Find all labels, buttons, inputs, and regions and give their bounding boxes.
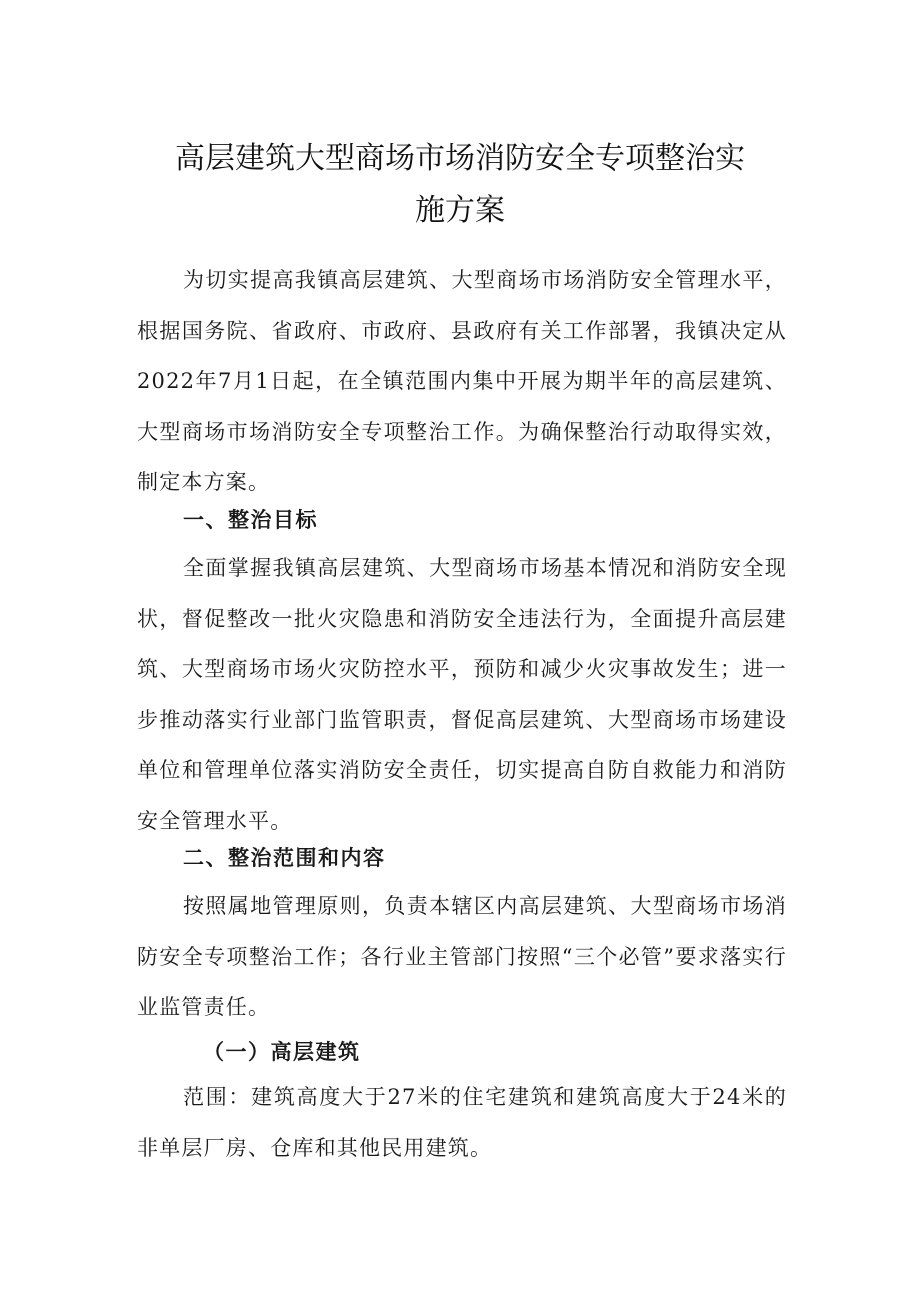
subsection1-heading: （一）高层建筑	[203, 1039, 361, 1064]
section2-paragraph: 按照属地管理原则，负责本辖区内高层建筑、大型商场市场消防安全专项整治工作；各行业主管部门按照“三个必管”要求落实行业监管责任。	[137, 894, 787, 1019]
section1-paragraph: 全面掌握我镇高层建筑、大型商场市场基本情况和消防安全现状，督促整改一批火灾隐患和消防安全违法行为，全面提升高层建筑、大型商场市场火灾防控水平，预防和减少火灾事故发生；进一步推动落实行业部门监管职责，督促高层建筑、大型商场市场建设单位和管理单位落实消防安全责任，切实提高自防自救能力和消防安全管理水平。	[137, 556, 787, 833]
section1-heading: 一、整治目标	[183, 508, 318, 532]
document-title-line1: 高层建筑大型商场市场消防安全专项整治实	[175, 141, 745, 176]
document-title-line2: 施方案	[415, 193, 505, 228]
section2-heading: 二、整治范围和内容	[183, 846, 386, 870]
intro-paragraph: 为切实提高我镇高层建筑、大型商场市场消防安全管理水平，根据国务院、省政府、市政府、县政府有关工作部署，我镇决定从2022年7月1日起，在全镇范围内集中开展为期半年的高层建筑、大型商场市场消防安全专项整治工作。为确保整治行动取得实效，制定本方案。	[137, 268, 787, 494]
subsection1-paragraph: 范围：建筑高度大于27米的住宅建筑和建筑高度大于24米的非单层厂房、仓库和其他民用建筑。	[137, 1085, 787, 1160]
